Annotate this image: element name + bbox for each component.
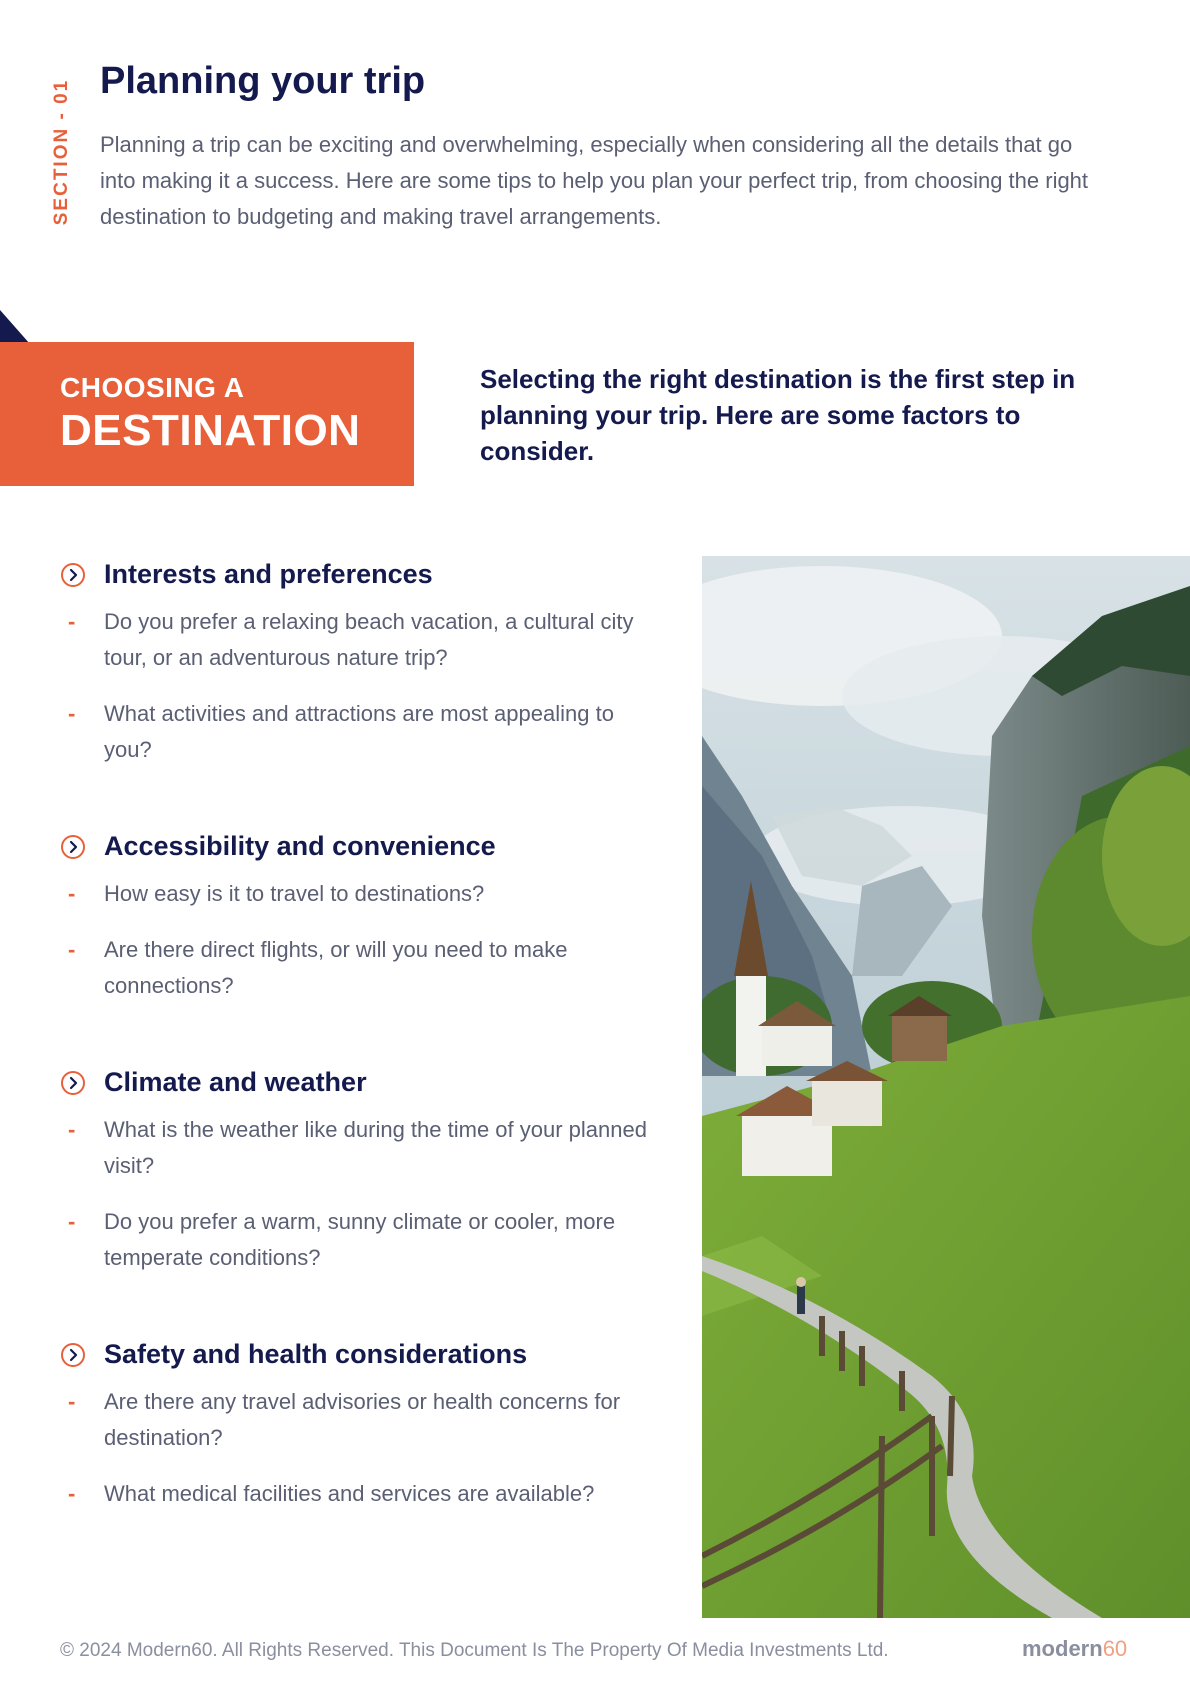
bullet-marker: - — [68, 609, 76, 634]
intro-paragraph: Planning a trip can be exciting and overwhelming, especially when considering all the details that go into making it a success. Here are some tips to help you plan your perfect trip, from choosing the right destination to budgeting and making travel arrangements. — [100, 132, 1089, 229]
landscape-illustration — [702, 556, 1190, 1618]
factor-accessibility — [60, 828, 660, 1004]
section-label-text: SECTION - 01 — [51, 78, 72, 226]
bullet-marker: - — [68, 1389, 76, 1414]
destination-banner — [0, 342, 414, 486]
factor-header — [60, 1336, 660, 1376]
lead-text: Selecting the right destination is the first step in planning your trip. Here are some factors to consider. — [480, 364, 1076, 466]
logo-word: modern — [1022, 1636, 1103, 1661]
bullet-item — [60, 1384, 660, 1456]
bullet-item — [60, 1112, 660, 1184]
factor-header — [60, 556, 660, 596]
bullet-marker: - — [68, 1209, 76, 1234]
factor-interests — [60, 556, 660, 768]
chevron-circle-icon — [60, 1342, 86, 1368]
chevron-circle-icon — [60, 834, 86, 860]
factor-header — [60, 828, 660, 868]
bullet-item — [60, 1476, 660, 1512]
bullet-text: What medical facilities and services are available? — [104, 1481, 595, 1506]
bullet-item — [60, 696, 660, 768]
factor-header — [60, 1064, 660, 1104]
logo-number: 60 — [1102, 1636, 1128, 1661]
bullet-text: What activities and attractions are most appealing to you? — [104, 701, 614, 762]
bullet-item — [60, 604, 660, 676]
bullet-item — [60, 876, 660, 912]
banner-line-1: CHOOSING A — [60, 372, 245, 403]
bullet-marker: - — [68, 937, 76, 962]
bullet-list — [60, 1384, 660, 1512]
factor-title: Climate and weather — [104, 1067, 367, 1097]
factor-climate — [60, 1064, 660, 1276]
footer-copyright: © 2024 Modern60. All Rights Reserved. This Document Is The Property Of Media Investments Ltd. — [60, 1640, 889, 1661]
bullet-marker: - — [68, 1117, 76, 1142]
bullet-text: Are there any travel advisories or health concerns for destination? — [104, 1389, 621, 1450]
factor-title: Safety and health considerations — [104, 1339, 528, 1369]
bullet-list — [60, 604, 660, 768]
bullet-text: Do you prefer a warm, sunny climate or cooler, more temperate conditions? — [104, 1209, 616, 1270]
factor-safety — [60, 1336, 660, 1512]
section-label — [50, 70, 74, 235]
bullet-marker: - — [68, 1481, 76, 1506]
banner-line-2: DESTINATION — [60, 406, 361, 455]
chevron-circle-icon — [60, 562, 86, 588]
factor-title: Accessibility and convenience — [104, 831, 496, 861]
bullet-text: Are there direct flights, or will you need to make connections? — [104, 937, 568, 998]
mountain-village-photo — [702, 556, 1190, 1618]
bullet-marker: - — [68, 881, 76, 906]
bullet-marker: - — [68, 701, 76, 726]
bullet-item — [60, 1204, 660, 1276]
bullet-text: What is the weather like during the time of your planned visit? — [104, 1117, 647, 1178]
brand-logo — [1022, 1636, 1127, 1662]
bullet-list — [60, 1112, 660, 1276]
bullet-item — [60, 932, 660, 1004]
bullet-list — [60, 876, 660, 1004]
page-title: Planning your trip — [100, 60, 426, 102]
chevron-circle-icon — [60, 1070, 86, 1096]
bullet-text: Do you prefer a relaxing beach vacation, a cultural city tour, or an adventurous nature trip? — [104, 609, 634, 670]
factor-title: Interests and preferences — [104, 559, 433, 589]
bullet-text: How easy is it to travel to destinations? — [104, 881, 485, 906]
